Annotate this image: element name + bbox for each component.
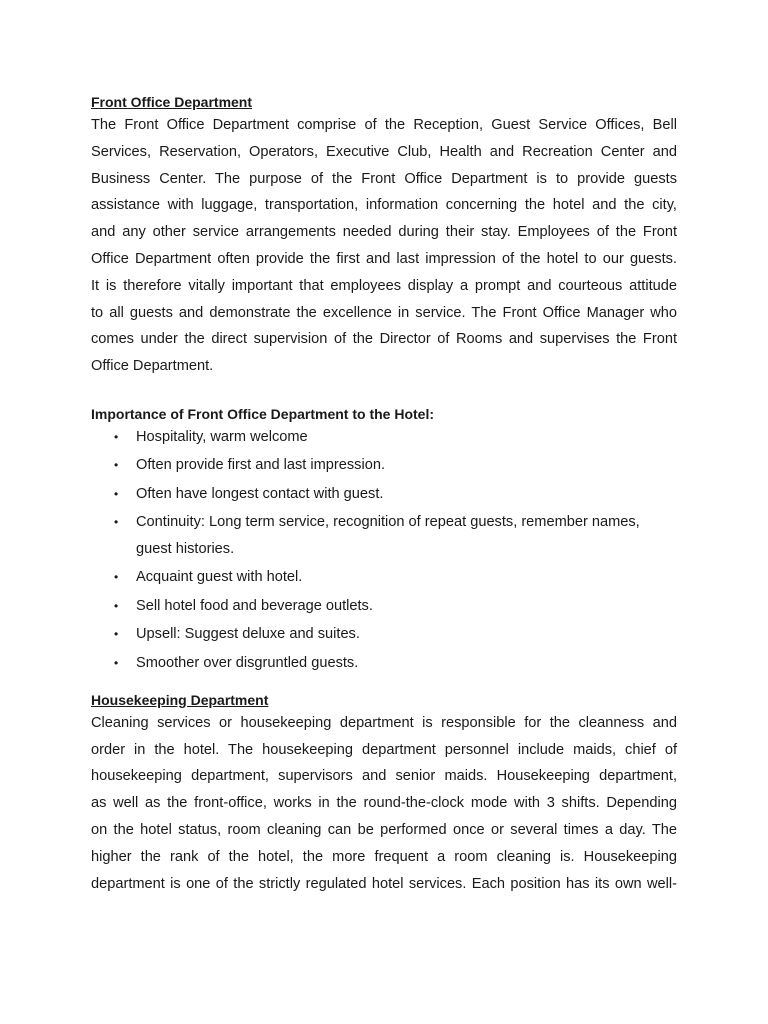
paragraph-line: It is therefore vitally important that employees display a prompt and courteous attitude [91,277,677,294]
paragraph-line: department is one of the strictly regulated hotel services. Each position has its own well- [91,875,677,892]
list-item [91,452,677,479]
list-item [91,509,677,563]
paragraph-line: on the hotel status, room cleaning can be performed once or several times a day. The [91,822,677,839]
front-office-paragraph [91,112,677,380]
list-item-text: Often provide first and last impression. [136,457,386,474]
list-item-text-continued: guest histories. [136,540,235,557]
paragraph-line: The Front Office Department comprise of the Reception, Guest Service Offices, Bell [91,117,677,133]
list-item-text: Smoother over disgruntled guests. [136,654,359,671]
paragraph-line: assistance with luggage, transportation, information concerning the hotel and the city, [91,197,677,214]
housekeeping-paragraph [91,710,677,898]
importance-heading: Importance of Front Office Department to the Hotel: [91,405,435,422]
list-item [91,424,677,451]
bullet-icon: • [114,598,119,613]
list-item [91,621,677,648]
bullet-icon: • [114,515,119,530]
front-office-heading: Front Office Department [91,94,253,110]
list-item [91,481,677,508]
bullet-icon: • [114,458,119,473]
paragraph-line: Services, Reservation, Operators, Executive Club, Health and Recreation Center and [91,143,677,160]
paragraph-line: Cleaning services or housekeeping department is responsible for the cleanness and [91,714,677,731]
list-item-text: Continuity: Long term service, recognition of repeat guests, remember names, [136,514,640,531]
list-item-text: Upsell: Suggest deluxe and suites. [136,626,360,643]
list-item-text: Sell hotel food and beverage outlets. [136,597,373,614]
document-page [91,92,677,897]
list-item-text: Hospitality, warm welcome [136,428,308,445]
paragraph-line: housekeeping department, supervisors and senior maids. Housekeeping department, [91,768,677,785]
paragraph-line: to all guests and demonstrate the excellence in service. The Front Office Manager who [91,304,677,321]
list-item [91,593,677,620]
paragraph-line: and any other service arrangements needed during their stay. Employees of the Front [91,224,677,241]
importance-list [91,424,677,676]
bullet-icon: • [114,429,119,444]
paragraph-line: higher the rank of the hotel, the more frequent a room cleaning is. Housekeeping [91,848,677,865]
bullet-icon: • [114,486,119,501]
bullet-icon: • [114,570,119,585]
bullet-icon: • [114,655,119,670]
paragraph-line: Office Department. [91,358,214,375]
paragraph-line: comes under the direct supervision of the Director of Rooms and supervises the Front [91,331,677,348]
list-item [91,650,677,677]
list-item-text: Acquaint guest with hotel. [136,569,303,586]
list-item [91,564,677,591]
bullet-icon: • [114,627,119,642]
housekeeping-heading: Housekeeping Department [91,691,269,708]
paragraph-line: order in the hotel. The housekeeping department personnel include maids, chief of [91,741,677,758]
list-item-text: Often have longest contact with guest. [136,485,384,502]
paragraph-line: Office Department often provide the first and last impression of the hotel to our guests. [91,250,677,267]
paragraph-line: Business Center. The purpose of the Front Office Department is to provide guests [91,170,677,187]
paragraph-line: as well as the front-office, works in the round-the-clock mode with 3 shifts. Depending [91,795,677,812]
